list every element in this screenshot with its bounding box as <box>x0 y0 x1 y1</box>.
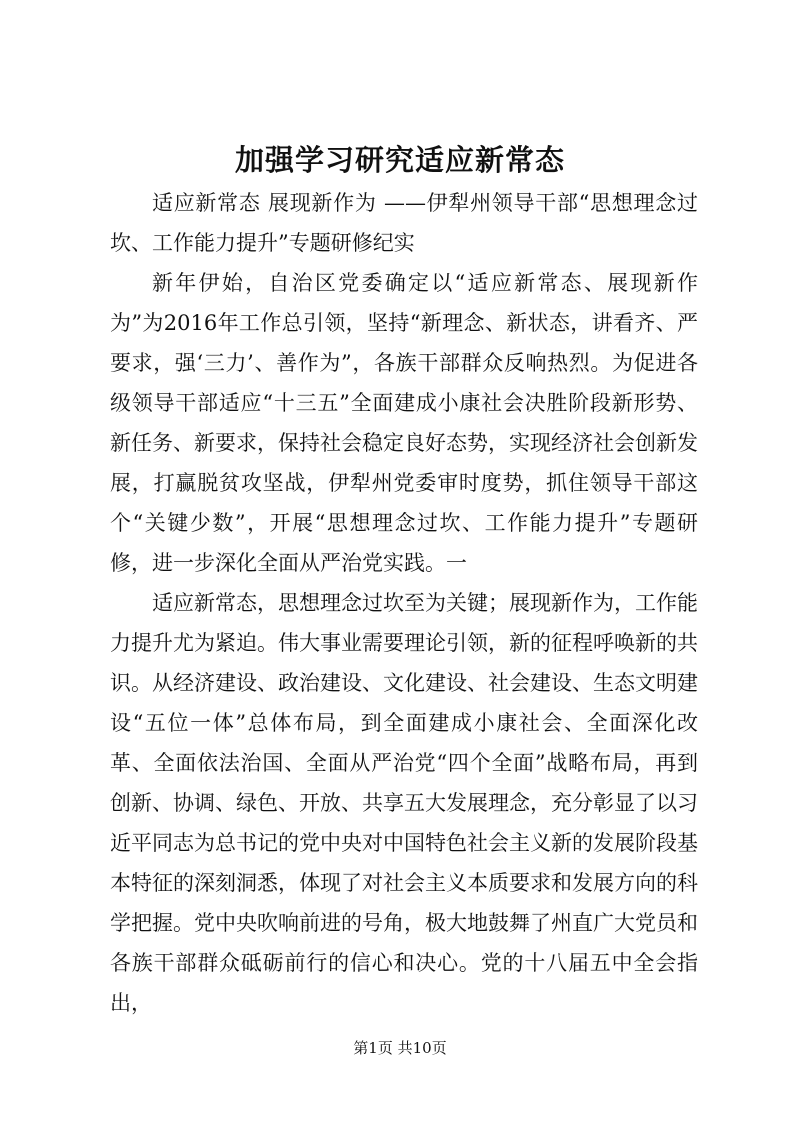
page-number-footer: 第1页 共10页 <box>353 1039 447 1057</box>
paragraph: 新年伊始，自治区党委确定以“适应新常态、展现新作为”为2016年工作总引领，坚持“新理念、新状态，讲看齐、严要求，强‘三力’、善作为”，各族干部群众反响热烈。为促进各级领导干部适应“十三五”全面建成小康社会决胜阶段新形势、新任务、新要求，保持社会稳定良好态势，实现经济社会创新发展，打赢脱贫攻坚战，伊犁州党委审时度势，抓住领导干部这个“关键少数”，开展“思想理念过坎、工作能力提升”专题研修，进一步深化全面从严治党实践。一 <box>110 271 698 575</box>
paragraph-subtitle: 适应新常态 展现新作为 ——伊犁州领导干部“思想理念过坎、工作能力提升”专题研修纪实 <box>110 191 698 255</box>
document-body <box>110 183 698 1023</box>
paragraph: 适应新常态，思想理念过坎至为关键；展现新作为，工作能力提升尤为紧迫。伟大事业需要理论引领，新的征程呼唤新的共识。从经济建设、政治建设、文化建设、社会建设、生态文明建设“五位一体”总体布局，到全面建成小康社会、全面深化改革、全面依法治国、全面从严治党“四个全面”战略布局，再到创新、协调、绿色、开放、共享五大发展理念，充分彰显了以习近平同志为总书记的党中央对中国特色社会主义新的发展阶段基本特征的深刻洞悉，体现了对社会主义本质要求和发展方向的科学把握。党中央吹响前进的号角，极大地鼓舞了州直广大党员和各族干部群众砥砺前行的信心和决心。党的十八届五中全会指出， <box>110 591 698 1015</box>
document-title: 加强学习研究适应新常态 <box>234 143 565 177</box>
